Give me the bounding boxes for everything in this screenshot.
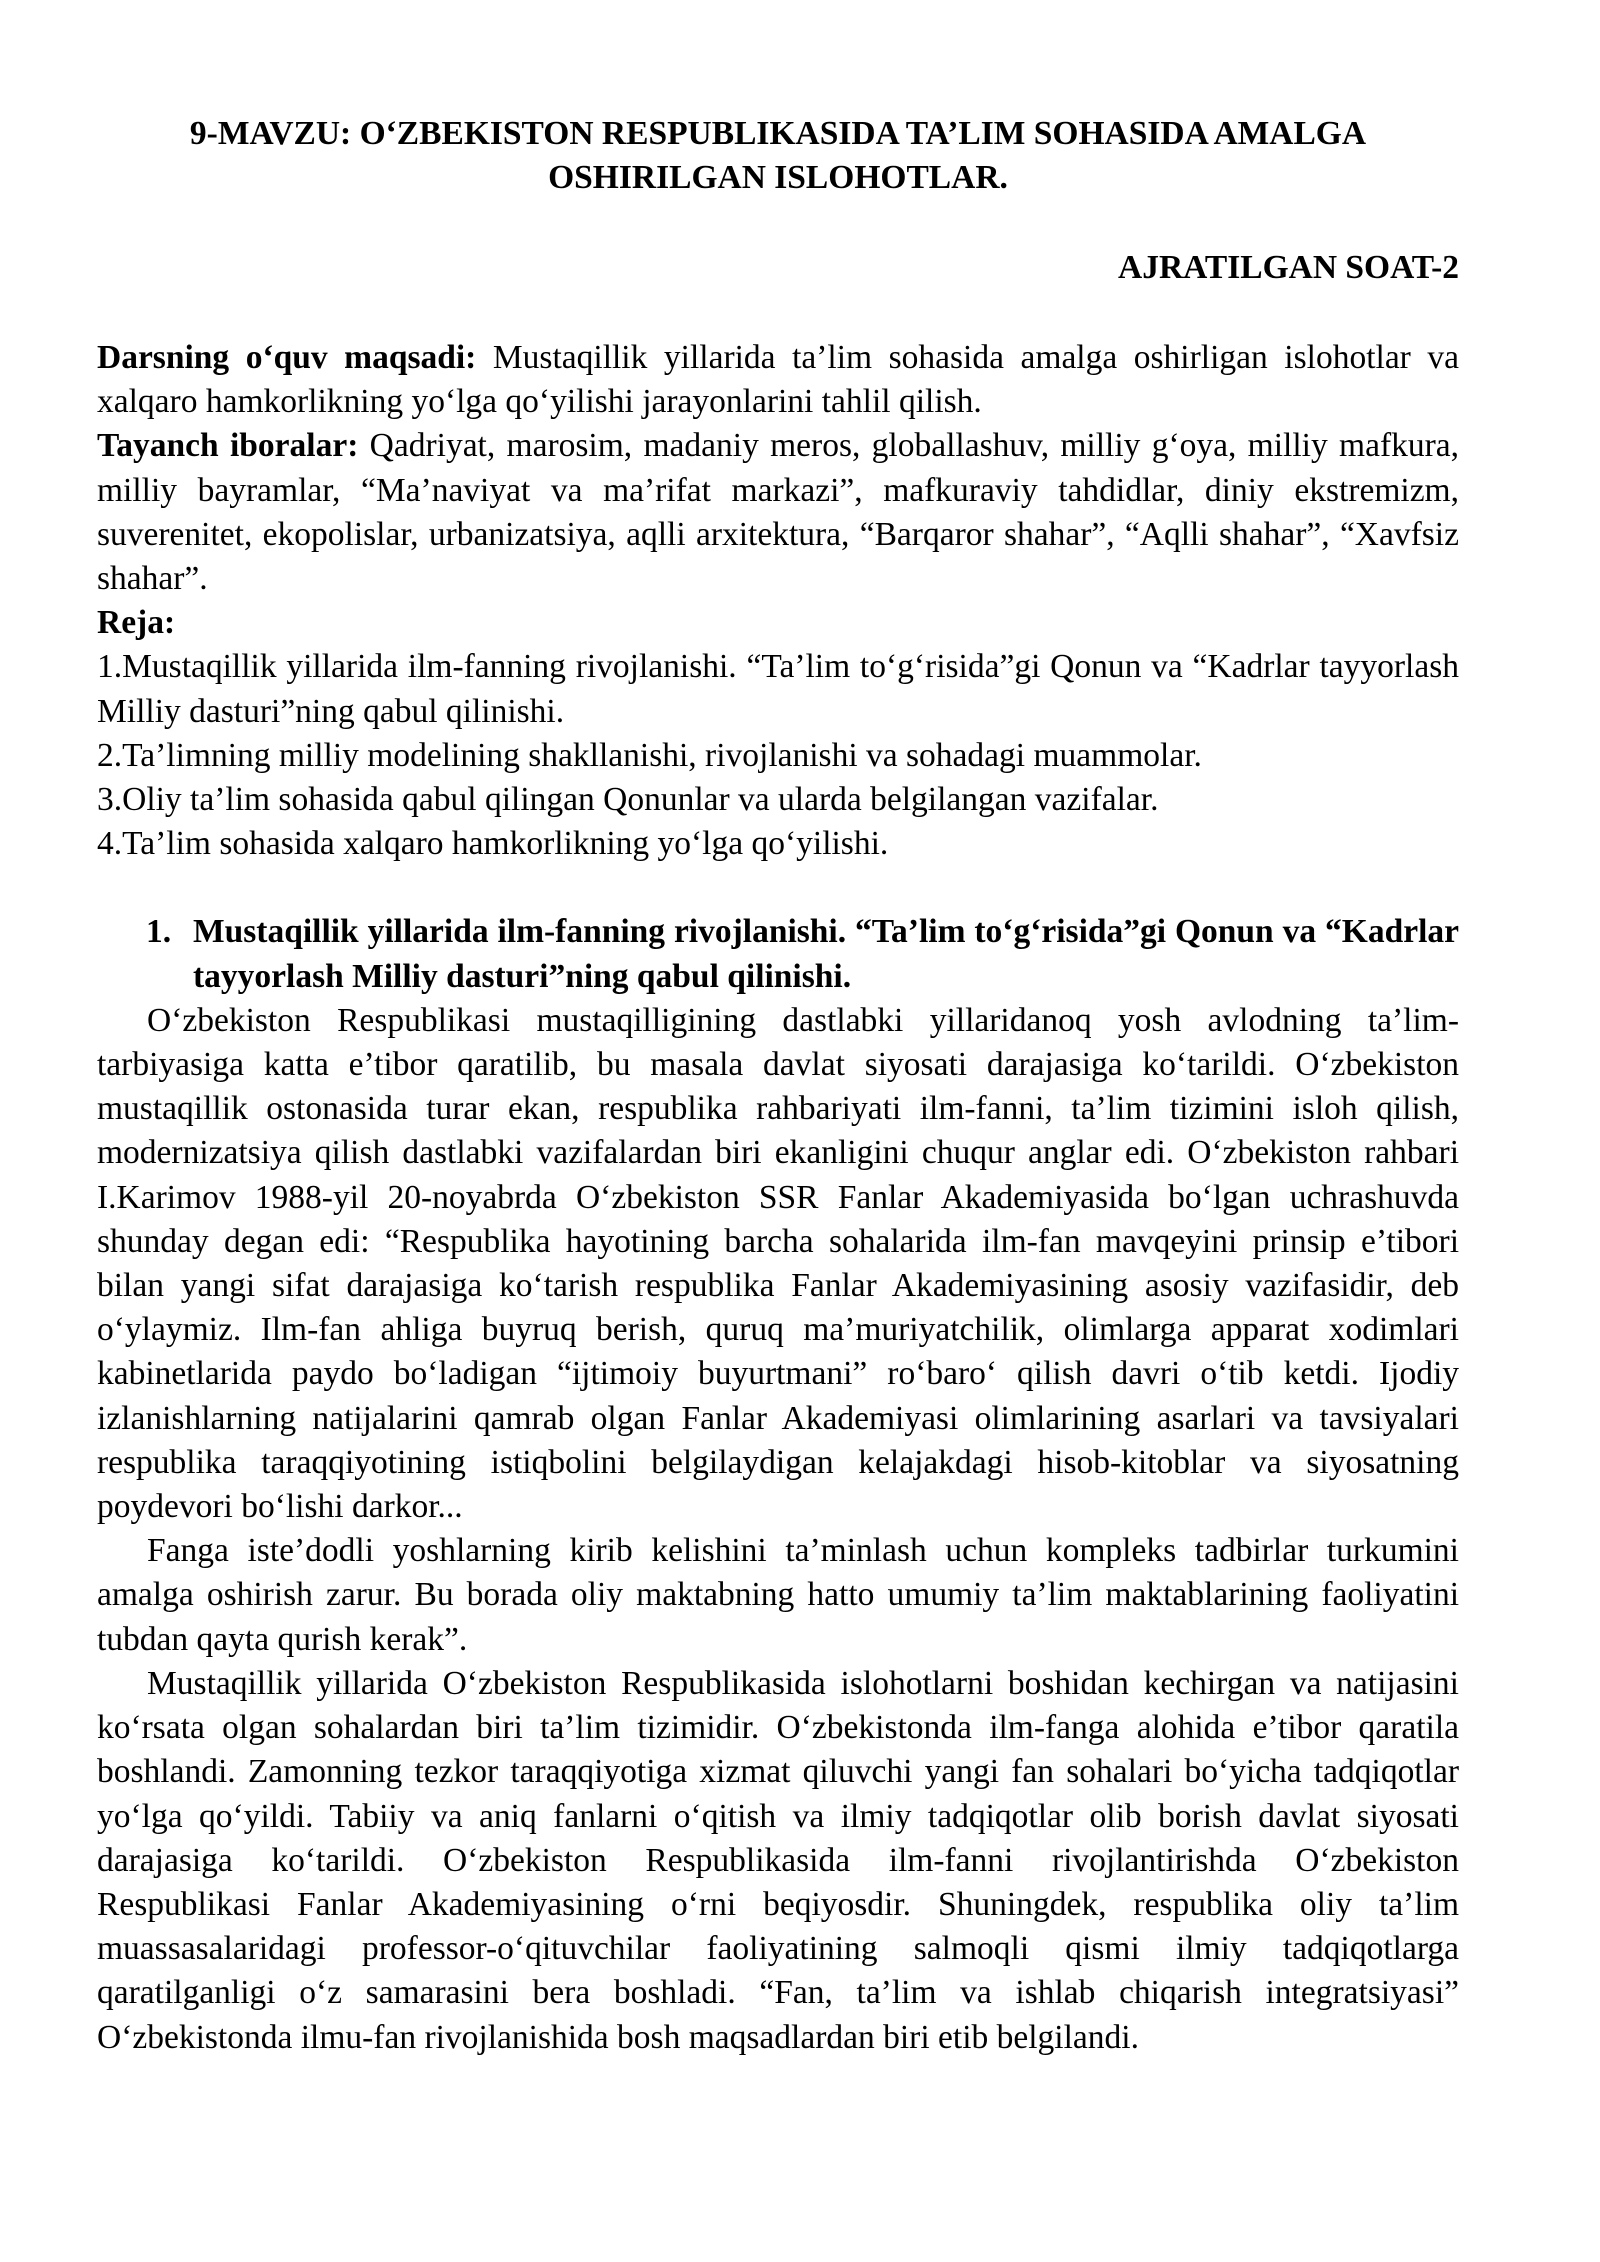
document-title: 9-MAVZU: O‘ZBEKISTON RESPUBLIKASIDA TA’LIM SOHASIDA AMALGA OSHIRILGAN ISLOHOTLAR. — [189, 115, 1367, 196]
section-heading — [97, 910, 1459, 998]
plan-item: 1.Mustaqillik yillarida ilm-fanning rivojlanishi. “Ta’lim to‘g‘risida”gi Qonun va “Kadrlar tayyorlash Milliy dasturi”ning qabul qilinishi. — [97, 648, 1459, 730]
plan-item: 3.Oliy ta’lim sohasida qabul qilingan Qonunlar va ularda belgilangan vazifalar. — [97, 781, 1159, 819]
lesson-purpose — [97, 336, 1459, 424]
keywords-text: Qadriyat, marosim, madaniy meros, globallashuv, milliy g‘oya, milliy mafkura, milliy bayramlar, “Ma’naviyat va ma’rifat markazi”, mafkuraviy tahdidlar, diniy ekstremizm, suverenitet, ekopolislar, urbanizatsiya, aqlli arxitektura, “Barqaror shahar”, “Aqlli shahar”, “Xavfsiz shahar”. — [97, 427, 1459, 598]
paragraph: Fanga iste’dodli yoshlarning kirib kelishini ta’minlash uchun kompleks tadbirlar turkumini amalga oshirish zarur. Bu borada oliy maktabning hatto umumiy ta’lim maktablarining faoliyatini tubdan qayta qurish kerak”. — [97, 1532, 1459, 1658]
paragraph: Mustaqillik yillarida O‘zbekiston Respublikasida islohotlarni boshidan kechirgan va natijasini ko‘rsata olgan sohalardan biri ta’lim tizimidir. O‘zbekistonda ilm-fanga alohida e’tibor qaratila boshlandi. Zamonning tezkor taraqqiyotiga xizmat qiluvchi yangi fan sohalari bo‘yicha tadqiqotlar yo‘lga qo‘yildi. Tabiiy va aniq fanlarni o‘qitish va ilmiy tadqiqotlar olib borish davlat siyosati darajasiga ko‘tarildi. O‘zbekiston Respublikasida ilm-fanni rivojlantirishda O‘zbekiston Respublikasi Fanlar Akademiyasining o‘rni beqiyosdir. Shuningdek, respublika oliy ta’lim muassasalaridagi professor-o‘qituvchilar faoliyatining salmoqli qismi ilmiy tadqiqotlarga qaratilganligi o‘z samarasini bera boshladi. “Fan, ta’lim va ishlab chiqarish integratsiyasi” O‘zbekistonda ilmu-fan rivojlanishida bosh maqsadlardan biri etib belgilandi. — [97, 1664, 1459, 2056]
keywords-label: Tayanch iboralar: — [97, 427, 359, 465]
paragraph: O‘zbekiston Respublikasi mustaqilligining dastlabki yillaridanoq yosh avlodning ta’lim-tarbiyasiga katta e’tibor qaratilib, bu masala davlat siyosati darajasiga ko‘tarildi. O‘zbekiston mustaqillik ostonasida turar ekan, respublika rahbariyati ilm-fanni, ta’lim tizimini isloh qilish, modernizatsiya qilish dastlabki vazifalardan biri ekanligini chuqur anglar edi. O‘zbekiston rahbari I.Karimov 1988-yil 20-noyabrda O‘zbekiston SSR Fanlar Akademiyasida bo‘lgan uchrashuvda shunday degan edi: “Respublika hayotining barcha sohalarida ilm-fan mavqeyini prinsip e’tibori bilan yangi sifat darajasiga ko‘tarish respublika Fanlar Akademiyasining asosiy vazifasidir, deb o‘ylaymiz. Ilm-fan ahliga buyruq berish, quruq ma’muriyatchilik, olimlarga apparat xodimlari kabinetlarida paydo bo‘ladigan “ijtimoiy buyurtmani” ro‘baro‘ qilish davri o‘tib ketdi. Ijodiy izlanishlarning natijalarini qamrab olgan Fanlar Akademiyasi olimlarining asarlari va tavsiyalari respublika taraqqiyotining istiqbolini belgilaydigan kelajakdagi hisob-kitoblar va siyosatning poydevori bo‘lishi darkor... — [97, 1001, 1459, 1526]
purpose-text: Mustaqillik yillarida ta’lim sohasida amalga oshirligan islohotlar va xalqaro hamkorlikning yo‘lga qo‘yilishi jarayonlarini tahlil qilish. — [97, 339, 1459, 421]
keywords — [97, 424, 1459, 601]
plan-item: 2.Ta’limning milliy modelining shakllanishi, rivojlanishi va sohadagi muammolar. — [97, 736, 1202, 774]
plan-label: Reja: — [97, 604, 176, 642]
plan-item: 4.Ta’lim sohasida xalqaro hamkorlikning yo‘lga qo‘yilishi. — [97, 825, 889, 863]
allocated-hours: AJRATILGAN SOAT-2 — [1118, 249, 1459, 286]
document-page — [97, 112, 1459, 2060]
section-number: 1. — [146, 913, 172, 951]
purpose-label: Darsning o‘quv maqsadi: — [97, 339, 477, 376]
section-title-text: Mustaqillik yillarida ilm-fanning rivojlanishi. “Ta’lim to‘g‘risida”gi Qonun va “Kadrlar tayyorlash Milliy dasturi”ning qabul qilinishi. — [193, 913, 1459, 995]
